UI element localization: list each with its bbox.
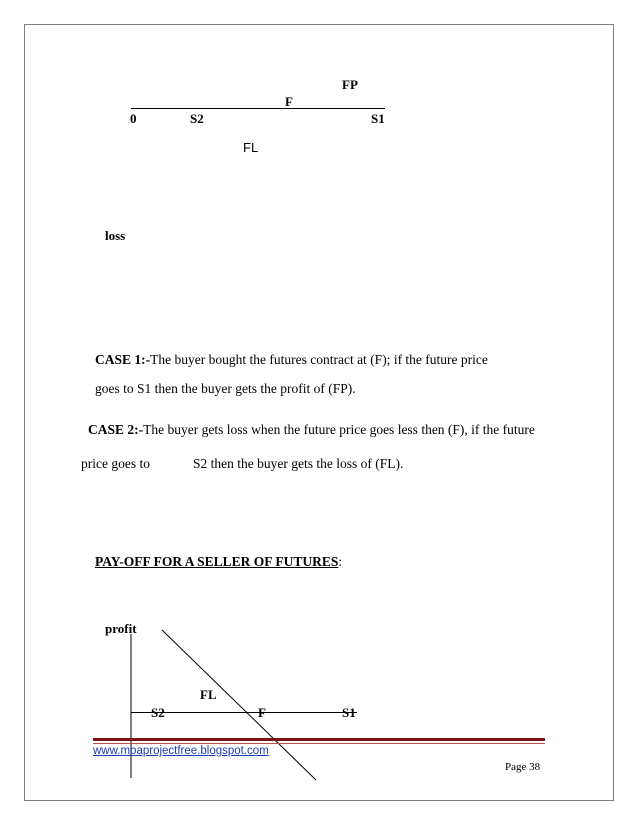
case2-text: The buyer gets loss when the future price goes less then (F), if the future [143,422,535,437]
bottom-label-fl: FL [200,687,217,702]
case1-text: The buyer bought the futures contract at (F); if the future price [150,352,488,367]
label-s1: S1 [371,111,385,126]
footer-website-link[interactable]: www.mbaprojectfree.blogspot.com [93,745,269,757]
case2-label: CASE 2:- [88,422,144,437]
bottom-payoff-line [162,630,316,780]
bottom-axis-lines [0,600,638,800]
case2-line1 [88,422,535,438]
label-f: F [285,94,293,109]
case1-label: CASE 1:- [95,352,151,367]
label-loss: loss [105,228,126,243]
label-fl: FL [243,140,259,155]
footer-page-number: Page 38 [505,761,541,773]
bottom-label-s1: S1 [342,705,356,720]
footer-rule-dark [93,738,545,741]
section-heading: PAY-OFF FOR A SELLER OF FUTURES [95,554,339,569]
case1-line2: goes to S1 then the buyer gets the profit of (FP). [95,381,356,396]
bottom-label-profit: profit [105,621,137,636]
label-zero: 0 [130,111,137,126]
bottom-label-f: F [258,705,266,720]
section-heading-colon: : [338,554,343,569]
case2-line2b: S2 then the buyer gets the loss of (FL). [193,456,404,471]
footer-rule-light [93,743,545,744]
top-axis-lines [0,0,638,200]
section-heading-row [95,554,342,570]
case2-line2a: price goes to [81,456,150,471]
case1-line1 [95,352,488,368]
bottom-label-s2: S2 [151,705,165,720]
label-s2: S2 [190,111,204,126]
label-fp: FP [342,77,358,92]
